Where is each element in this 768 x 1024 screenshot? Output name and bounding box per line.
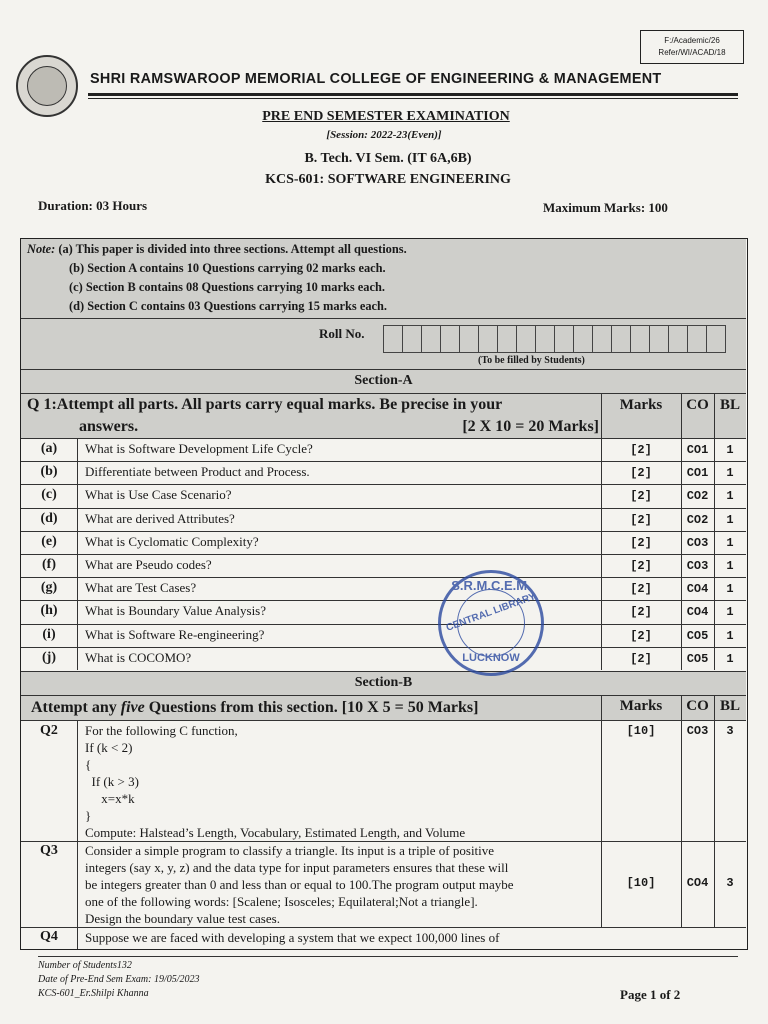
document-reference-box (640, 30, 744, 64)
q2-label: Q2 (40, 723, 58, 738)
roll-number-block (21, 319, 746, 369)
question-text: What is Boundary Value Analysis? (85, 603, 267, 619)
section-b-instruction: Attempt any five Questions from this section. [10 X 5 = 50 Marks] (31, 699, 479, 716)
exam-session: [Session: 2022-23(Even)] (326, 129, 442, 141)
col-header-bl: BL (719, 397, 740, 413)
exam-course: KCS-601: SOFTWARE ENGINEERING (265, 172, 511, 187)
question-text: What is Software Re-engineering? (85, 626, 265, 642)
footer-exam-date: Date of Pre-End Sem Exam: 19/05/2023 (38, 974, 200, 985)
section-a-instruction: Q 1:Attempt all parts. All parts carry equal marks. Be precise in your answers. [2 X 10 = 20 Marks] (27, 396, 599, 435)
question-marks: [2] (630, 489, 652, 504)
q4-label: Q4 (40, 929, 58, 944)
note-line-c: (c) Section B contains 08 Questions carrying 10 marks each. (69, 280, 385, 294)
question-co: CO4 (686, 605, 709, 620)
q3-co: CO4 (686, 876, 709, 890)
question-text: What are derived Attributes? (85, 510, 235, 526)
section-a-row (21, 554, 746, 577)
college-logo (16, 55, 78, 117)
section-b-title: Section-B (354, 675, 413, 690)
question-label: (f) (42, 557, 56, 572)
q2-code: For the following C function, If (k < 2) { If (k > 3) x=x*k } (85, 723, 238, 823)
question-marks: [2] (630, 535, 652, 550)
section-a-row (21, 484, 746, 507)
question-label: (c) (41, 487, 57, 503)
question-marks: [2] (630, 651, 652, 666)
question-bl: 1 (726, 559, 734, 573)
page-number: Page 1 of 2 (620, 987, 681, 1002)
question-marks: [2] (630, 443, 652, 457)
question-text: What are Pseudo codes? (85, 557, 212, 572)
roll-number-hint: (To be filled by Students) (478, 355, 585, 366)
question-text: What is Use Case Scenario? (85, 487, 232, 503)
q2-task: Compute: Halstead’s Length, Vocabulary, Estimated Length, and Volume (85, 825, 466, 840)
q3-marks: [10] (626, 876, 656, 890)
college-name: SHRI RAMSWAROOP MEMORIAL COLLEGE OF ENGINEERING & MANAGEMENT (90, 71, 662, 87)
roll-number-boxes[interactable] (384, 325, 726, 353)
q3-text: Consider a simple program to classify a triangle. Its input is a triple of positive integers (say x, y, z) and the data type for input parameters ensures that these will be integers greater than 0 and less than or equal to 100.The program output maybe one of the following words: [Scalene; Isosceles; Equilateral;Not a triangle]. Design the boundary value test cases. (85, 843, 514, 926)
note-line-d: (d) Section C contains 03 Questions carrying 15 marks each. (69, 299, 388, 313)
note-label: Note: (27, 242, 56, 256)
question-label: (i) (42, 626, 56, 642)
library-stamp (438, 570, 544, 676)
question-label: (g) (40, 580, 58, 596)
section-a-row (21, 461, 746, 484)
roll-number-label: Roll No. (319, 326, 365, 341)
note-block (21, 239, 746, 318)
question-text: What is Software Development Life Cycle? (85, 441, 313, 456)
question-co: CO1 (686, 466, 709, 481)
question-marks: [2] (630, 628, 652, 643)
footer-faculty: KCS-601_Er.Shilpi Khanna (38, 988, 149, 999)
question-text: What is Cyclomatic Complexity? (85, 533, 259, 549)
q2-marks: [10] (626, 724, 656, 738)
question-marks: [2] (630, 582, 652, 597)
question-co: CO5 (686, 651, 709, 666)
section-a-row (21, 600, 746, 623)
question-co: CO5 (686, 628, 709, 643)
col-header-marks: Marks (619, 397, 663, 413)
q2-bl: 3 (726, 724, 734, 738)
question-paper-frame (20, 238, 748, 950)
question-label: (j) (42, 649, 56, 665)
question-label: (a) (40, 441, 58, 456)
q2-co: CO3 (686, 724, 709, 738)
question-marks: [2] (630, 605, 652, 620)
q4-text: Suppose we are faced with developing a system that we expect 100,000 lines of (85, 930, 500, 945)
question-label: (h) (40, 603, 58, 619)
question-bl: 1 (726, 651, 734, 666)
exam-program: B. Tech. VI Sem. (IT 6A,6B) (304, 151, 472, 166)
section-a-row (21, 508, 746, 531)
stamp-top-text: S.R.M.C.E.M. (451, 578, 531, 593)
question-bl: 1 (726, 443, 734, 457)
col-header-co: CO (686, 397, 709, 413)
footer-divider (38, 956, 738, 957)
question-marks: [2] (630, 559, 652, 573)
q3-bl: 3 (726, 876, 734, 890)
question-bl: 1 (726, 535, 734, 550)
ref-line-1: F:/Academic/26 (664, 36, 720, 45)
col-header-marks-b: Marks (619, 698, 663, 714)
question-label: (b) (40, 464, 58, 480)
question-co: CO4 (686, 582, 709, 597)
question-label: (e) (41, 533, 57, 549)
question-text: What are Test Cases? (85, 580, 197, 596)
note-line-a: (a) This paper is divided into three sections. Attempt all questions. (58, 242, 407, 256)
stamp-bottom-text: LUCKNOW (462, 652, 520, 664)
section-a-row (21, 577, 746, 600)
section-a-row (21, 438, 746, 461)
section-a-title: Section-A (354, 373, 413, 388)
question-bl: 1 (726, 466, 734, 481)
question-co: CO3 (686, 559, 709, 573)
col-header-bl-b: BL (719, 698, 740, 714)
question-co: CO2 (686, 489, 709, 504)
question-marks: [2] (630, 512, 652, 527)
question-bl: 1 (726, 512, 734, 527)
question-co: CO1 (686, 443, 709, 457)
question-text: What is COCOMO? (85, 649, 192, 665)
footer-students: Number of Students132 (38, 960, 132, 971)
question-label: (d) (40, 510, 58, 526)
section-a-row (21, 531, 746, 554)
header-divider-thin (88, 98, 738, 99)
q3-label: Q3 (40, 843, 58, 858)
section-a-table (21, 438, 746, 670)
exam-max-marks: Maximum Marks: 100 (543, 200, 668, 215)
note-line-b: (b) Section A contains 10 Questions carrying 02 marks each. (69, 261, 386, 275)
exam-title: PRE END SEMESTER EXAMINATION (262, 109, 510, 124)
question-co: CO2 (686, 512, 709, 527)
question-bl: 1 (726, 582, 734, 597)
question-marks: [2] (630, 466, 652, 481)
ref-line-2: Refer/WI/ACAD/18 (658, 48, 726, 57)
question-text: Differentiate between Product and Process. (85, 464, 310, 480)
col-header-co-b: CO (686, 698, 709, 714)
exam-duration: Duration: 03 Hours (38, 198, 148, 213)
question-bl: 1 (726, 605, 734, 620)
stamp-mid-text: CENTRAL LIBRARY (444, 591, 538, 634)
header-divider (88, 93, 738, 96)
question-bl: 1 (726, 628, 734, 643)
section-a-row (21, 624, 746, 647)
question-bl: 1 (726, 489, 734, 504)
section-a-row (21, 647, 746, 670)
question-co: CO3 (686, 535, 709, 550)
